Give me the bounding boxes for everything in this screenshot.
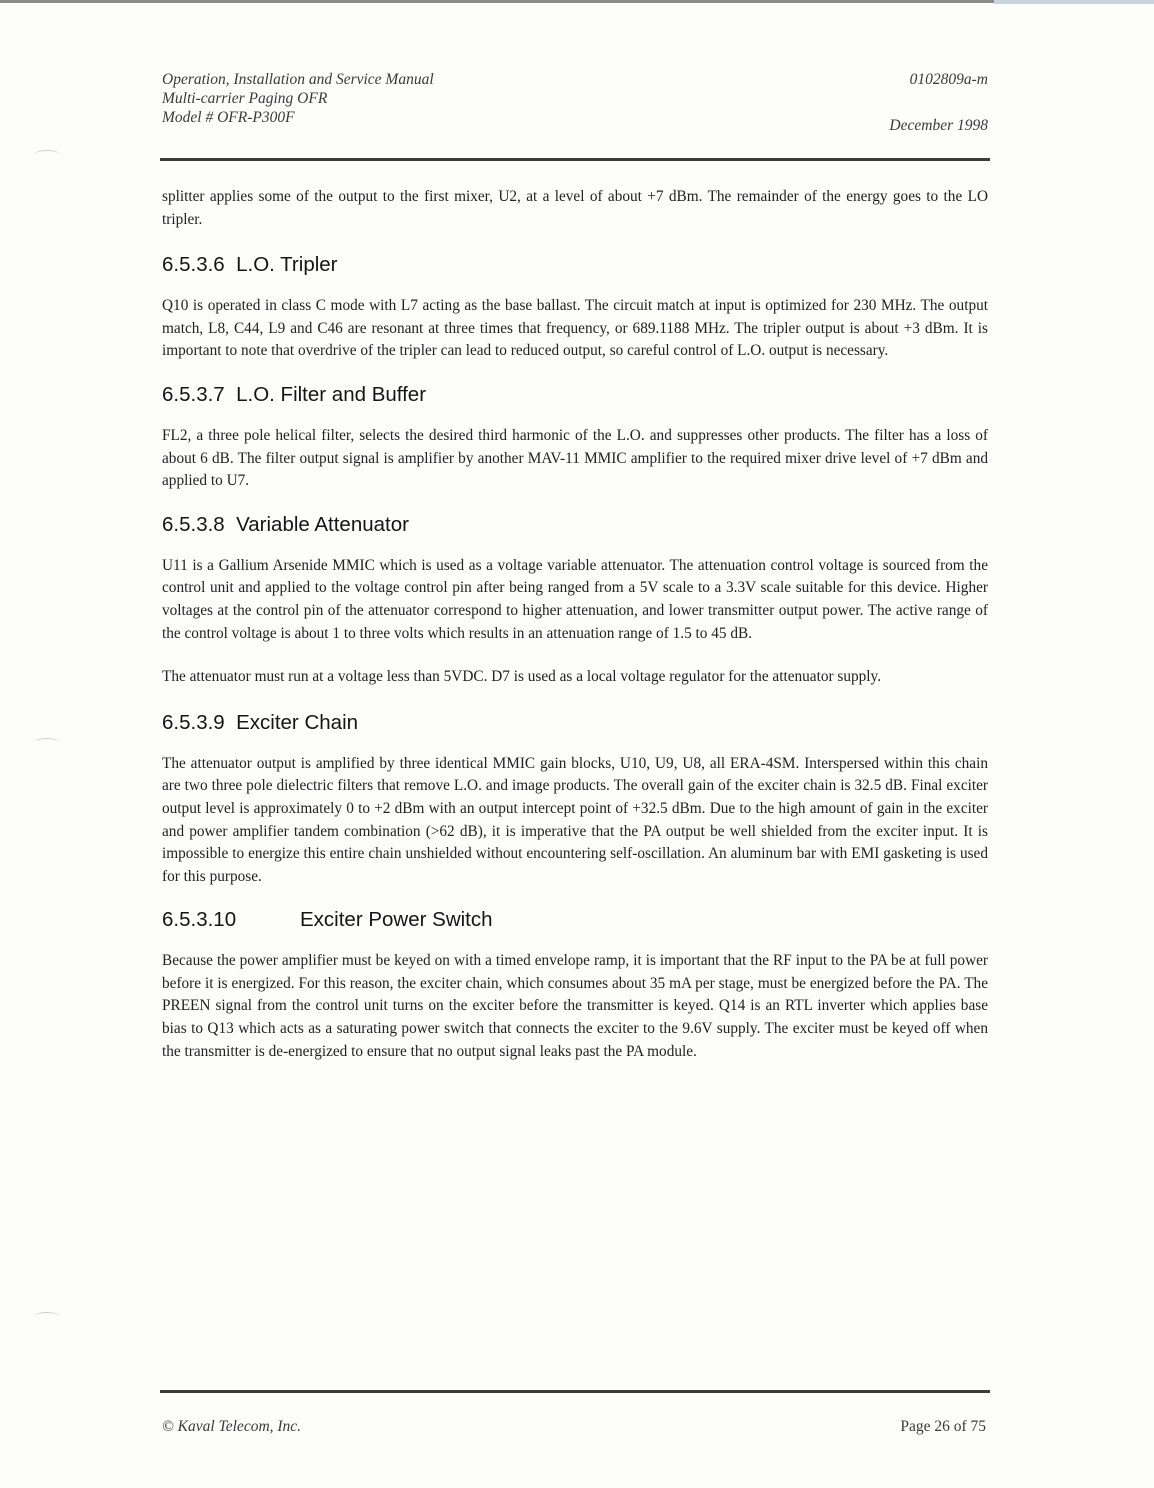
page-header <box>162 70 990 140</box>
section-paragraph: The attenuator must run at a voltage less than 5VDC. D7 is used as a local voltage regulator for the attenuator supply. <box>162 668 882 686</box>
section-paragraph: FL2, a three pole helical filter, selects the desired third harmonic of the L.O. and suppresses other products. The filter has a loss of about 6 dB. The filter output signal is amplifier by another MAV-11 MMIC amplifier to the required mixer drive level of +7 dBm and applied to U7. <box>162 426 988 490</box>
section-heading <box>162 252 988 278</box>
section-number: 6.5.3.9 <box>162 710 225 734</box>
header-product: Multi-carrier Paging OFR <box>162 90 328 107</box>
section-paragraph: The attenuator output is amplified by three identical MMIC gain blocks, U10, U9, U8, all ERA-4SM. Interspersed within this chain are two three pole dielectric filters that remove L.O. and image products. The overall gain of the exciter chain is 32.5 dB. Final exciter output level is approximately 0 to +2 dBm with an output intercept point of +32.5 dBm. Due to the high amount of gain in the exciter and power amplifier tandem combination (>62 dB), it is imperative that the PA output be well shielded from the exciter input. It is impossible to energize this entire chain unshielded without encountering self-oscillation. An aluminum bar with EMI gasketing is used for this purpose. <box>162 754 988 885</box>
header-manual-title: Operation, Installation and Service Manual <box>162 71 434 88</box>
section-paragraph: Because the power amplifier must be keyed on with a timed envelope ramp, it is important that the RF input to the PA be at full power before it is energized. For this reason, the exciter chain, which consumes about 35 mA per stage, must be energized before the PA. The PREEN signal from the control unit turns on the exciter before the transmitter is keyed. Q14 is an RTL inverter which applies base bias to Q13 which acts as a saturating power switch that connects the exciter to the 9.6V supply. The exciter must be keyed off when the transmitter is de-energized to ensure that no output signal leaks past the PA module. <box>162 952 988 1060</box>
section-title: Exciter Power Switch <box>300 908 493 932</box>
margin-mark <box>34 738 60 747</box>
scan-top-edge-tint <box>994 0 1154 4</box>
section-heading <box>162 710 988 736</box>
header-doc-id: 0102809a-m <box>909 71 988 88</box>
section-number: 6.5.3.6 <box>162 253 225 277</box>
section-title: L.O. Filter and Buffer <box>236 382 427 406</box>
page-body <box>162 186 988 1063</box>
section-heading <box>162 382 988 408</box>
section-number: 6.5.3.10 <box>162 908 237 932</box>
header-model: Model # OFR-P300F <box>162 109 295 126</box>
section-title: Exciter Chain <box>236 710 359 734</box>
margin-mark <box>34 1312 60 1321</box>
footer-page-number: Page 26 of 75 <box>900 1418 986 1435</box>
scan-top-edge <box>0 0 1154 3</box>
margin-mark <box>34 150 60 159</box>
header-date: December 1998 <box>889 117 988 134</box>
intro-paragraph: splitter applies some of the output to the first mixer, U2, at a level of about +7 dBm. The remainder of the energy goes to the LO tripler. <box>162 188 988 228</box>
section-paragraph: U11 is a Gallium Arsenide MMIC which is used as a voltage variable attenuator. The attenuation control voltage is sourced from the control unit and applied to the voltage control pin after being ranged from a 5V scale to a 3.3V scale suitable for this device. Higher voltages at the control pin of the attenuator correspond to higher attenuation, and lower transmitter output power. The active range of the control voltage is about 1 to three volts which results in an attenuation range of 1.5 to 45 dB. <box>162 556 988 642</box>
section-title: Variable Attenuator <box>236 512 409 536</box>
header-left <box>162 70 434 127</box>
section-number: 6.5.3.7 <box>162 382 225 406</box>
footer-rule <box>160 1390 990 1393</box>
footer-copyright: © Kaval Telecom, Inc. <box>162 1418 302 1435</box>
section-heading <box>162 512 988 538</box>
section-paragraph: Q10 is operated in class C mode with L7 acting as the base ballast. The circuit match at input is optimized for 230 MHz. The output match, L8, C44, L9 and C46 are resonant at three times that frequency, or 689.1188 MHz. The tripler output is about +3 dBm. It is important to note that overdrive of the tripler can lead to reduced output, so careful control of L.O. output is necessary. <box>162 297 988 360</box>
header-rule <box>160 158 990 161</box>
section-heading <box>162 907 988 933</box>
section-title: L.O. Tripler <box>236 253 338 277</box>
section-number: 6.5.3.8 <box>162 512 225 536</box>
